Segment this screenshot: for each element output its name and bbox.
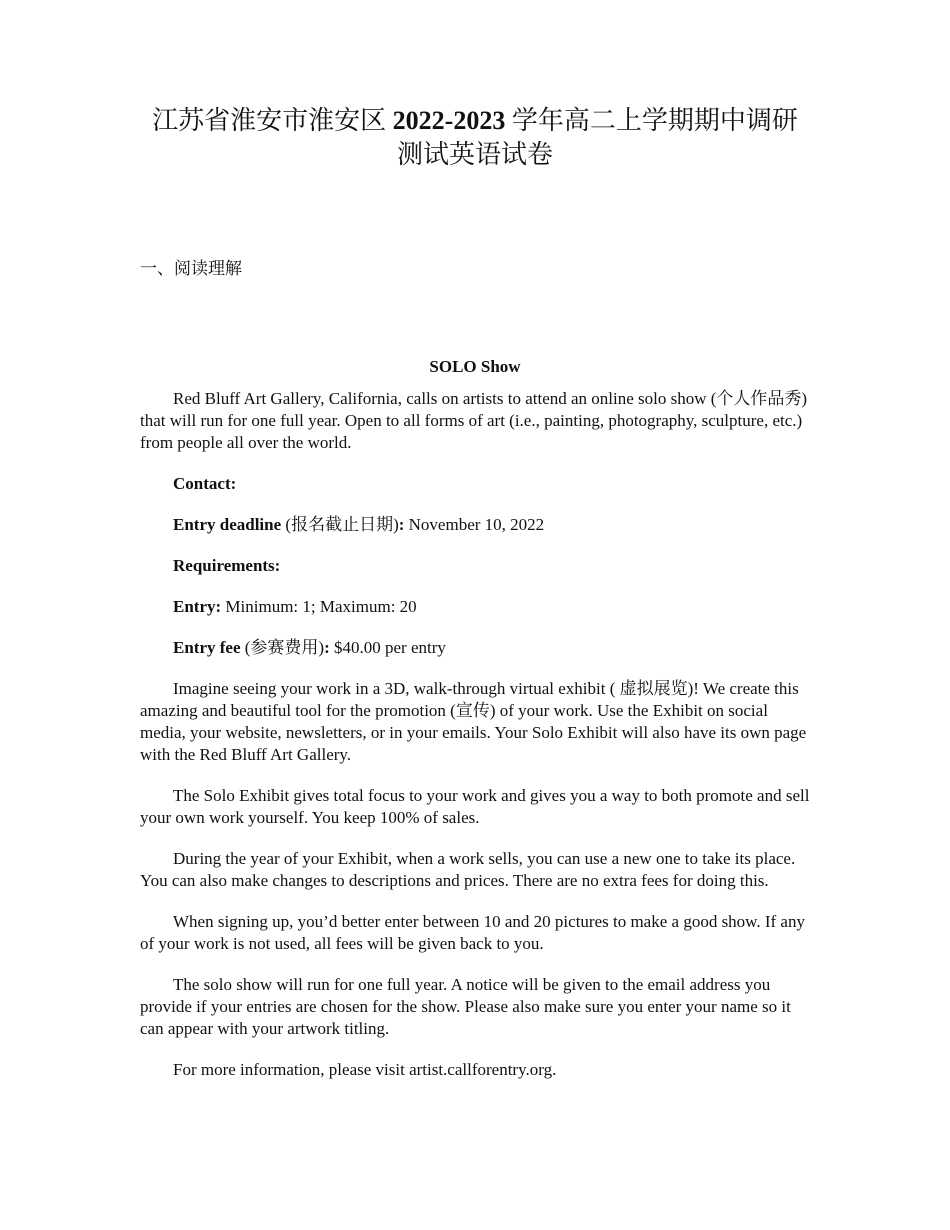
requirements-label: Requirements: xyxy=(173,556,281,575)
fee-line xyxy=(140,637,810,659)
title-years: 2022-2023 xyxy=(392,106,506,135)
article-title: SOLO Show xyxy=(429,357,521,376)
body-paragraph: When signing up, you’d better enter between 10 and 20 pictures to make a good show. If any of your work is not used, all fees will be given back to you. xyxy=(140,912,805,953)
fee-label: Entry fee xyxy=(173,638,241,657)
entry-line xyxy=(140,596,810,618)
fee-value: $40.00 per entry xyxy=(329,638,446,657)
contact-label: Contact: xyxy=(173,474,237,493)
deadline-value: November 10, 2022 xyxy=(404,515,545,534)
title-part1: 江苏省淮安市淮安区 xyxy=(152,106,393,135)
requirements-line xyxy=(140,555,810,577)
info-paragraph: For more information, please visit artist.callforentry.org. xyxy=(173,1060,557,1079)
deadline-line xyxy=(140,514,810,536)
deadline-colon: : xyxy=(398,515,405,534)
body-paragraph: The solo show will run for one full year. A notice will be given to the email address you provide if your entries are chosen for the show. Please also make sure you enter your name so it can appear with your artwork titling. xyxy=(140,975,791,1038)
fee-note: (参赛费用) xyxy=(240,638,325,657)
fee-colon: : xyxy=(324,638,330,657)
contact-line xyxy=(140,473,810,495)
entry-label: Entry: xyxy=(173,597,222,616)
intro-paragraph: Red Bluff Art Gallery, California, calls on artists to attend an online solo show (个人作品秀) that will run for one full year. Open to all forms of art (i.e., painting, photography, sculpture, etc.) from people all over the world. xyxy=(140,389,808,452)
section-heading: 一、阅读理解 xyxy=(140,259,242,278)
body-paragraph: During the year of your Exhibit, when a work sells, you can use a new one to take its place. You can also make changes to descriptions and prices. There are no extra fees for doing this. xyxy=(140,849,796,890)
document-title xyxy=(140,104,810,172)
body-paragraph: The Solo Exhibit gives total focus to your work and gives you a way to both promote and sell your own work yourself. You keep 100% of sales. xyxy=(140,786,810,827)
title-part2: 学年高二上学期期中调研测试英语试卷 xyxy=(396,106,798,169)
deadline-note: (报名截止日期) xyxy=(281,515,399,534)
body-paragraph: Imagine seeing your work in a 3D, walk-through virtual exhibit ( 虚拟展览)! We create this amazing and beautiful tool for the promotion (宣传) of your work. Use the Exhibit on social media, your website, newsletters, or in your emails. Your Solo Exhibit will also have its own page with the Red Bluff Art Gallery. xyxy=(140,679,807,764)
entry-value: Minimum: 1; Maximum: 20 xyxy=(221,597,417,616)
deadline-label: Entry deadline xyxy=(173,515,282,534)
